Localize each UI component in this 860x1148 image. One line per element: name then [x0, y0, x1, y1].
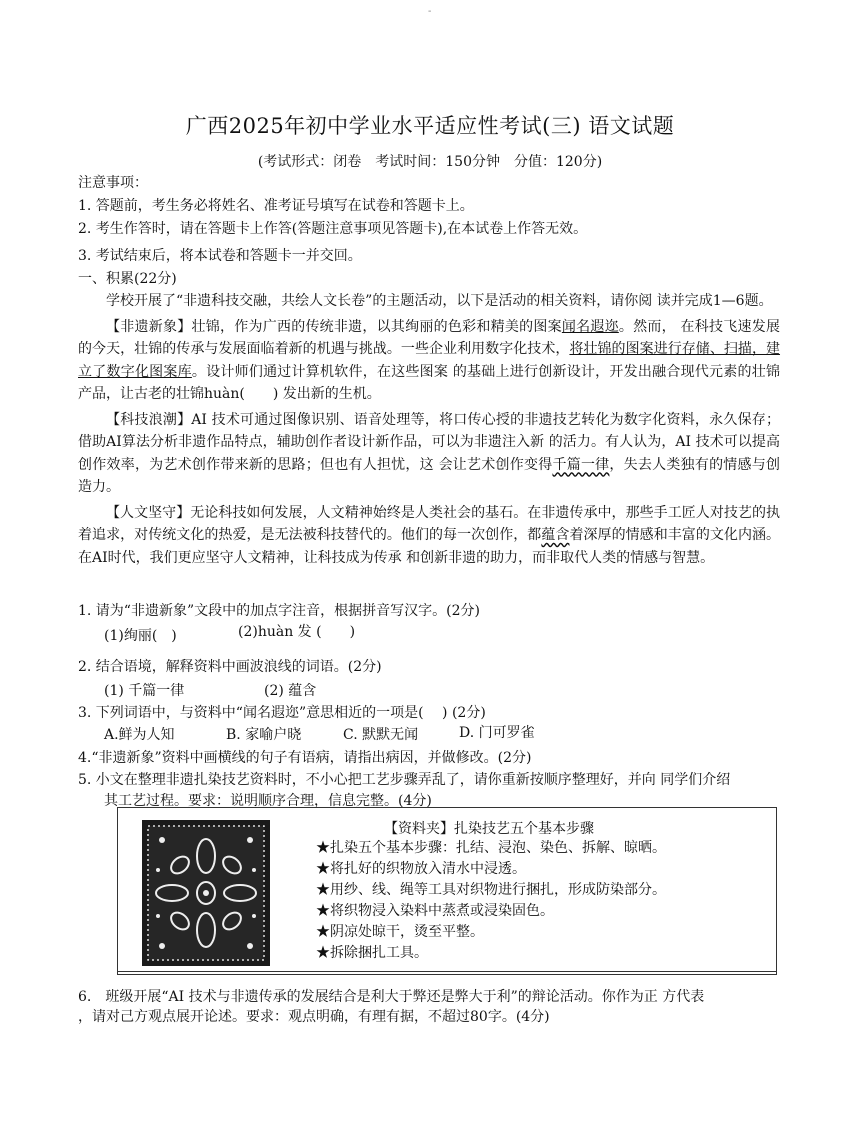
- q3-option-b: B. 家喻户晓: [226, 727, 302, 743]
- question-6-cont: ，请对己方观点展开论述。要求：观点明确，有理有据，不超过80字。(4分): [78, 1009, 550, 1025]
- question-2: 2. 结合语境，解释资料中画波浪线的词语。(2分): [78, 659, 382, 675]
- step-item: ★扎染五个基本步骤：扎结、浸泡、染色、拆解、晾晒。: [316, 840, 666, 856]
- q2-item-a: (1) 千篇一律: [104, 683, 185, 699]
- wavy-word: 千篇一律: [552, 456, 610, 473]
- step-item: ★将织物浸入染料中蒸煮或浸染固色。: [316, 903, 554, 919]
- question-4: 4.“非遗新象”资料中画横线的句子有语病，请指出病因，并做修改。(2分): [78, 750, 532, 766]
- page-title: 广西2025年初中学业水平适应性考试(三) 语文试题: [185, 114, 675, 138]
- tie-dye-pattern-image: [142, 820, 270, 966]
- q3-option-c: C. 默默无闻: [343, 727, 419, 743]
- question-5: 5. 小文在整理非遗扎染技艺资料时，不小心把工艺步骤弄乱了，请你重新按顺序整理好，并向 同学们介绍: [78, 772, 731, 788]
- q1-blank-a: (1)绚丽( ): [104, 628, 177, 644]
- q3-option-d: D. 门可罗雀: [459, 725, 535, 741]
- paragraph-technology: 【科技浪潮】AI 技术可通过图像识别、语音处理等，将口传心授的非遗技艺转化为数字化资料，永久保存；借助AI算法分析非遗作品特点，辅助创作者设计新作品，可以为非遗注入新 的活力。有人认为，AI 技术可以提高创作效率，为艺术创作带来新的思路；但也有人担忧，这 会让艺术创作变得千篇一律，失去人类独有的情感与创造力。: [78, 411, 781, 495]
- wavy-word: 蕴含: [541, 527, 570, 543]
- resource-box-title: 【资料夹】扎染技艺五个基本步骤: [384, 821, 594, 837]
- notice-heading: 注意事项：: [78, 175, 148, 191]
- paragraph-humanity: 【人文坚守】无论科技如何发展，人文精神始终是人类社会的基石。在非遗传承中，那些手工匠人对技艺的执着追求，对传统文化的热爱，是无法被科技替代的。他们的每一次创作，都蕴含着深厚的情感和丰富的文化内涵。在AI时代，我们更应坚守人文精神，让科技成为传承 和创新非遗的助力，而非取代人类的情感与智慧。: [78, 504, 781, 566]
- q1-blank-b: (2)huàn 发 ( ): [238, 624, 356, 640]
- material-text: [78, 290, 780, 569]
- step-item: ★阴凉处晾干，烫至平整。: [316, 924, 484, 940]
- page-mark: -: [428, 6, 432, 17]
- resource-box: [117, 807, 777, 975]
- step-item: ★拆除捆扎工具。: [316, 945, 428, 961]
- exam-info: (考试形式：闭卷 考试时间：150分钟 分值：120分): [257, 154, 603, 170]
- question-5-cont: 其工艺过程。要求：说明顺序合理，信息完整。(4分): [104, 793, 432, 809]
- step-item: ★将扎好的织物放入清水中浸透。: [316, 861, 526, 877]
- question-1: 1. 请为“非遗新象”文段中的加点字注音，根据拼音写汉字。(2分): [78, 603, 480, 619]
- notice-item: 1. 答题前，考生务必将姓名、准考证号填写在试卷和答题卡上。: [78, 198, 474, 214]
- paragraph-heritage: 【非遗新象】壮锦，作为广西的传统非遗，以其绚丽的色彩和精美的图案闻名遐迩。然而， 在科技飞速发展的今天，壮锦的传承与发展面临着新的机遇与挑战。一些企业利用数字化技术，将壮锦的图案进行存储、扫描，建立了数字化图案库。设计师们通过计算机软件，在这些图案 的基础上进行创新设计，开发出融合现代元素的壮锦产品，让古老的壮锦huàn( ) 发出新的生机。: [78, 318, 781, 402]
- notice-item: 2. 考生作答时，请在答题卡上作答(答题注意事项见答题卡),在本试卷上作答无效。: [78, 221, 588, 237]
- section-heading: 一、积累(22分): [78, 271, 177, 287]
- underlined-sentence: 将壮锦的图案进行存储、扫描，建立了数字化图案库: [78, 341, 781, 380]
- question-6: 6. 班级开展“AI 技术与非遗传承的发展结合是利大于弊还是弊大于利”的辩论活动。你作为正 方代表: [78, 989, 705, 1005]
- resource-steps: [316, 838, 666, 964]
- question-3: 3. 下列词语中，与资料中“闻名遐迩”意思相近的一项是( ) (2分): [78, 705, 486, 721]
- underlined-idiom: 闻名遐迩: [561, 318, 619, 335]
- q2-item-b: (2) 蕴含: [264, 683, 317, 699]
- step-item: ★用纱、线、绳等工具对织物进行捆扎，形成防染部分。: [316, 882, 666, 898]
- intro-paragraph: 学校开展了“非遗科技交融，共绘人文长卷”的主题活动，以下是活动的相关资料，请你阅 读并完成1—6题。: [106, 293, 773, 309]
- notice-item: 3. 考试结束后，将本试卷和答题卡一并交回。: [78, 248, 362, 264]
- q3-option-a: A.鲜为人知: [104, 727, 175, 743]
- box-inner-border: [118, 971, 776, 972]
